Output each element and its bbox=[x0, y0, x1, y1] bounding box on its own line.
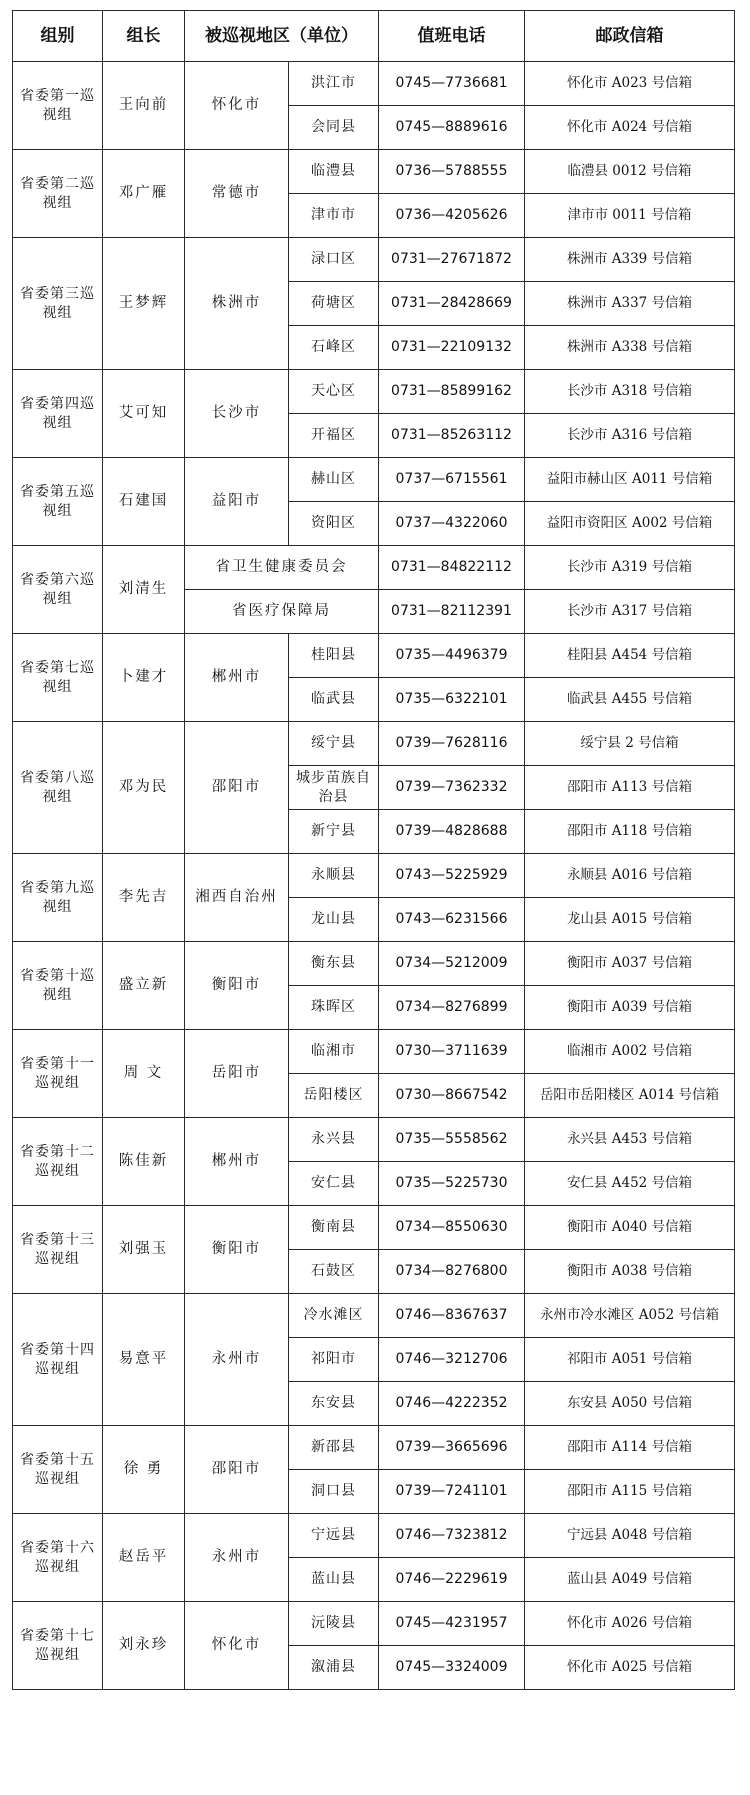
region-cell: 长沙市 bbox=[185, 370, 289, 458]
phone-cell: 0731—85899162 bbox=[379, 370, 525, 414]
unit-cell: 岳阳楼区 bbox=[289, 1074, 379, 1118]
unit-cell: 龙山县 bbox=[289, 898, 379, 942]
group-name-cell: 省委第六巡视组 bbox=[13, 546, 103, 634]
phone-cell: 0745—3324009 bbox=[379, 1646, 525, 1690]
mailbox-cell: 衡阳市 A037 号信箱 bbox=[525, 942, 735, 986]
mailbox-cell: 龙山县 A015 号信箱 bbox=[525, 898, 735, 942]
group-leader-cell: 周 文 bbox=[103, 1030, 185, 1118]
unit-cell: 省卫生健康委员会 bbox=[185, 546, 379, 590]
unit-cell: 渌口区 bbox=[289, 238, 379, 282]
phone-cell: 0737—4322060 bbox=[379, 502, 525, 546]
mailbox-cell: 东安县 A050 号信箱 bbox=[525, 1382, 735, 1426]
unit-cell: 冷水滩区 bbox=[289, 1294, 379, 1338]
mailbox-cell: 邵阳市 A114 号信箱 bbox=[525, 1426, 735, 1470]
unit-cell: 衡东县 bbox=[289, 942, 379, 986]
mailbox-cell: 株洲市 A339 号信箱 bbox=[525, 238, 735, 282]
table-row bbox=[13, 238, 735, 282]
phone-cell: 0739—7362332 bbox=[379, 766, 525, 810]
phone-cell: 0734—5212009 bbox=[379, 942, 525, 986]
table-body bbox=[13, 62, 735, 1690]
unit-cell: 新邵县 bbox=[289, 1426, 379, 1470]
phone-cell: 0739—7241101 bbox=[379, 1470, 525, 1514]
group-leader-cell: 赵岳平 bbox=[103, 1514, 185, 1602]
mailbox-cell: 长沙市 A317 号信箱 bbox=[525, 590, 735, 634]
mailbox-cell: 临湘市 A002 号信箱 bbox=[525, 1030, 735, 1074]
unit-cell: 天心区 bbox=[289, 370, 379, 414]
phone-cell: 0736—5788555 bbox=[379, 150, 525, 194]
region-cell: 岳阳市 bbox=[185, 1030, 289, 1118]
phone-cell: 0746—8367637 bbox=[379, 1294, 525, 1338]
phone-cell: 0745—7736681 bbox=[379, 62, 525, 106]
header-leader: 组长 bbox=[103, 11, 185, 62]
phone-cell: 0745—8889616 bbox=[379, 106, 525, 150]
mailbox-cell: 绥宁县 2 号信箱 bbox=[525, 722, 735, 766]
unit-cell: 临湘市 bbox=[289, 1030, 379, 1074]
group-name-cell: 省委第七巡视组 bbox=[13, 634, 103, 722]
unit-cell: 珠晖区 bbox=[289, 986, 379, 1030]
phone-cell: 0735—5225730 bbox=[379, 1162, 525, 1206]
mailbox-cell: 宁远县 A048 号信箱 bbox=[525, 1514, 735, 1558]
mailbox-cell: 益阳市赫山区 A011 号信箱 bbox=[525, 458, 735, 502]
mailbox-cell: 长沙市 A318 号信箱 bbox=[525, 370, 735, 414]
group-name-cell: 省委第十六巡视组 bbox=[13, 1514, 103, 1602]
region-cell: 邵阳市 bbox=[185, 1426, 289, 1514]
group-name-cell: 省委第十七巡视组 bbox=[13, 1602, 103, 1690]
phone-cell: 0743—5225929 bbox=[379, 854, 525, 898]
unit-cell: 永兴县 bbox=[289, 1118, 379, 1162]
unit-cell: 沅陵县 bbox=[289, 1602, 379, 1646]
group-name-cell: 省委第三巡视组 bbox=[13, 238, 103, 370]
unit-cell: 津市市 bbox=[289, 194, 379, 238]
group-leader-cell: 石建国 bbox=[103, 458, 185, 546]
group-name-cell: 省委第一巡视组 bbox=[13, 62, 103, 150]
phone-cell: 0736—4205626 bbox=[379, 194, 525, 238]
unit-cell: 会同县 bbox=[289, 106, 379, 150]
unit-cell: 东安县 bbox=[289, 1382, 379, 1426]
unit-cell: 衡南县 bbox=[289, 1206, 379, 1250]
region-cell: 湘西自治州 bbox=[185, 854, 289, 942]
mailbox-cell: 怀化市 A025 号信箱 bbox=[525, 1646, 735, 1690]
region-cell: 益阳市 bbox=[185, 458, 289, 546]
header-row bbox=[13, 11, 735, 62]
phone-cell: 0739—3665696 bbox=[379, 1426, 525, 1470]
phone-cell: 0739—7628116 bbox=[379, 722, 525, 766]
phone-cell: 0731—27671872 bbox=[379, 238, 525, 282]
region-cell: 永州市 bbox=[185, 1514, 289, 1602]
unit-cell: 桂阳县 bbox=[289, 634, 379, 678]
phone-cell: 0731—85263112 bbox=[379, 414, 525, 458]
group-name-cell: 省委第五巡视组 bbox=[13, 458, 103, 546]
table-row bbox=[13, 1602, 735, 1646]
table-row bbox=[13, 546, 735, 590]
mailbox-cell: 株洲市 A338 号信箱 bbox=[525, 326, 735, 370]
group-leader-cell: 卜建才 bbox=[103, 634, 185, 722]
region-cell: 怀化市 bbox=[185, 62, 289, 150]
unit-cell: 永顺县 bbox=[289, 854, 379, 898]
phone-cell: 0731—28428669 bbox=[379, 282, 525, 326]
table-header bbox=[13, 11, 735, 62]
mailbox-cell: 桂阳县 A454 号信箱 bbox=[525, 634, 735, 678]
mailbox-cell: 长沙市 A316 号信箱 bbox=[525, 414, 735, 458]
unit-cell: 省医疗保障局 bbox=[185, 590, 379, 634]
mailbox-cell: 怀化市 A023 号信箱 bbox=[525, 62, 735, 106]
mailbox-cell: 永兴县 A453 号信箱 bbox=[525, 1118, 735, 1162]
table-row bbox=[13, 854, 735, 898]
group-name-cell: 省委第十巡视组 bbox=[13, 942, 103, 1030]
region-cell: 衡阳市 bbox=[185, 942, 289, 1030]
phone-cell: 0746—4222352 bbox=[379, 1382, 525, 1426]
phone-cell: 0735—4496379 bbox=[379, 634, 525, 678]
mailbox-cell: 怀化市 A024 号信箱 bbox=[525, 106, 735, 150]
phone-cell: 0734—8550630 bbox=[379, 1206, 525, 1250]
table-row bbox=[13, 1426, 735, 1470]
phone-cell: 0731—22109132 bbox=[379, 326, 525, 370]
table-row bbox=[13, 1118, 735, 1162]
table-row bbox=[13, 458, 735, 502]
phone-cell: 0737—6715561 bbox=[379, 458, 525, 502]
phone-cell: 0730—3711639 bbox=[379, 1030, 525, 1074]
mailbox-cell: 衡阳市 A038 号信箱 bbox=[525, 1250, 735, 1294]
mailbox-cell: 邵阳市 A118 号信箱 bbox=[525, 810, 735, 854]
unit-cell: 洪江市 bbox=[289, 62, 379, 106]
group-name-cell: 省委第十五巡视组 bbox=[13, 1426, 103, 1514]
phone-cell: 0746—3212706 bbox=[379, 1338, 525, 1382]
header-group: 组别 bbox=[13, 11, 103, 62]
group-leader-cell: 刘强玉 bbox=[103, 1206, 185, 1294]
region-cell: 郴州市 bbox=[185, 634, 289, 722]
mailbox-cell: 邵阳市 A113 号信箱 bbox=[525, 766, 735, 810]
unit-cell: 赫山区 bbox=[289, 458, 379, 502]
unit-cell: 宁远县 bbox=[289, 1514, 379, 1558]
group-leader-cell: 盛立新 bbox=[103, 942, 185, 1030]
group-leader-cell: 陈佳新 bbox=[103, 1118, 185, 1206]
region-cell: 邵阳市 bbox=[185, 722, 289, 854]
unit-cell: 绥宁县 bbox=[289, 722, 379, 766]
unit-cell: 蓝山县 bbox=[289, 1558, 379, 1602]
group-name-cell: 省委第二巡视组 bbox=[13, 150, 103, 238]
table-row bbox=[13, 150, 735, 194]
group-leader-cell: 艾可知 bbox=[103, 370, 185, 458]
region-cell: 怀化市 bbox=[185, 1602, 289, 1690]
group-name-cell: 省委第八巡视组 bbox=[13, 722, 103, 854]
mailbox-cell: 衡阳市 A039 号信箱 bbox=[525, 986, 735, 1030]
unit-cell: 临澧县 bbox=[289, 150, 379, 194]
region-cell: 衡阳市 bbox=[185, 1206, 289, 1294]
phone-cell: 0731—82112391 bbox=[379, 590, 525, 634]
mailbox-cell: 安仁县 A452 号信箱 bbox=[525, 1162, 735, 1206]
unit-cell: 溆浦县 bbox=[289, 1646, 379, 1690]
mailbox-cell: 长沙市 A319 号信箱 bbox=[525, 546, 735, 590]
mailbox-cell: 怀化市 A026 号信箱 bbox=[525, 1602, 735, 1646]
unit-cell: 石鼓区 bbox=[289, 1250, 379, 1294]
mailbox-cell: 蓝山县 A049 号信箱 bbox=[525, 1558, 735, 1602]
mailbox-cell: 津市市 0011 号信箱 bbox=[525, 194, 735, 238]
phone-cell: 0735—6322101 bbox=[379, 678, 525, 722]
unit-cell: 安仁县 bbox=[289, 1162, 379, 1206]
mailbox-cell: 永州市冷水滩区 A052 号信箱 bbox=[525, 1294, 735, 1338]
table-row bbox=[13, 1514, 735, 1558]
group-name-cell: 省委第十三巡视组 bbox=[13, 1206, 103, 1294]
table-row bbox=[13, 634, 735, 678]
phone-cell: 0739—4828688 bbox=[379, 810, 525, 854]
mailbox-cell: 益阳市资阳区 A002 号信箱 bbox=[525, 502, 735, 546]
mailbox-cell: 岳阳市岳阳楼区 A014 号信箱 bbox=[525, 1074, 735, 1118]
unit-cell: 资阳区 bbox=[289, 502, 379, 546]
unit-cell: 荷塘区 bbox=[289, 282, 379, 326]
table-row bbox=[13, 1206, 735, 1250]
mailbox-cell: 邵阳市 A115 号信箱 bbox=[525, 1470, 735, 1514]
unit-cell: 洞口县 bbox=[289, 1470, 379, 1514]
unit-cell: 临武县 bbox=[289, 678, 379, 722]
inspection-contact-table bbox=[12, 10, 735, 1690]
region-cell: 郴州市 bbox=[185, 1118, 289, 1206]
group-leader-cell: 李先吉 bbox=[103, 854, 185, 942]
mailbox-cell: 临澧县 0012 号信箱 bbox=[525, 150, 735, 194]
table-row bbox=[13, 1294, 735, 1338]
group-leader-cell: 徐 勇 bbox=[103, 1426, 185, 1514]
phone-cell: 0745—4231957 bbox=[379, 1602, 525, 1646]
region-cell: 永州市 bbox=[185, 1294, 289, 1426]
phone-cell: 0734—8276899 bbox=[379, 986, 525, 1030]
table-row bbox=[13, 942, 735, 986]
group-name-cell: 省委第四巡视组 bbox=[13, 370, 103, 458]
table-row bbox=[13, 722, 735, 766]
table-row bbox=[13, 370, 735, 414]
phone-cell: 0731—84822112 bbox=[379, 546, 525, 590]
table-row bbox=[13, 62, 735, 106]
group-leader-cell: 易意平 bbox=[103, 1294, 185, 1426]
region-cell: 常德市 bbox=[185, 150, 289, 238]
region-cell: 株洲市 bbox=[185, 238, 289, 370]
group-name-cell: 省委第九巡视组 bbox=[13, 854, 103, 942]
group-leader-cell: 王向前 bbox=[103, 62, 185, 150]
group-leader-cell: 邓广雁 bbox=[103, 150, 185, 238]
group-leader-cell: 刘永珍 bbox=[103, 1602, 185, 1690]
unit-cell: 新宁县 bbox=[289, 810, 379, 854]
mailbox-cell: 衡阳市 A040 号信箱 bbox=[525, 1206, 735, 1250]
unit-cell: 祁阳市 bbox=[289, 1338, 379, 1382]
phone-cell: 0730—8667542 bbox=[379, 1074, 525, 1118]
group-name-cell: 省委第十二巡视组 bbox=[13, 1118, 103, 1206]
header-area: 被巡视地区（单位） bbox=[185, 11, 379, 62]
group-name-cell: 省委第十四巡视组 bbox=[13, 1294, 103, 1426]
phone-cell: 0735—5558562 bbox=[379, 1118, 525, 1162]
unit-cell: 开福区 bbox=[289, 414, 379, 458]
group-leader-cell: 刘清生 bbox=[103, 546, 185, 634]
unit-cell: 城步苗族自治县 bbox=[289, 766, 379, 810]
header-mailbox: 邮政信箱 bbox=[525, 11, 735, 62]
unit-cell: 石峰区 bbox=[289, 326, 379, 370]
phone-cell: 0746—2229619 bbox=[379, 1558, 525, 1602]
mailbox-cell: 祁阳市 A051 号信箱 bbox=[525, 1338, 735, 1382]
phone-cell: 0746—7323812 bbox=[379, 1514, 525, 1558]
mailbox-cell: 株洲市 A337 号信箱 bbox=[525, 282, 735, 326]
header-phone: 值班电话 bbox=[379, 11, 525, 62]
mailbox-cell: 永顺县 A016 号信箱 bbox=[525, 854, 735, 898]
table-row bbox=[13, 1030, 735, 1074]
group-leader-cell: 王梦辉 bbox=[103, 238, 185, 370]
mailbox-cell: 临武县 A455 号信箱 bbox=[525, 678, 735, 722]
group-leader-cell: 邓为民 bbox=[103, 722, 185, 854]
phone-cell: 0743—6231566 bbox=[379, 898, 525, 942]
phone-cell: 0734—8276800 bbox=[379, 1250, 525, 1294]
group-name-cell: 省委第十一巡视组 bbox=[13, 1030, 103, 1118]
